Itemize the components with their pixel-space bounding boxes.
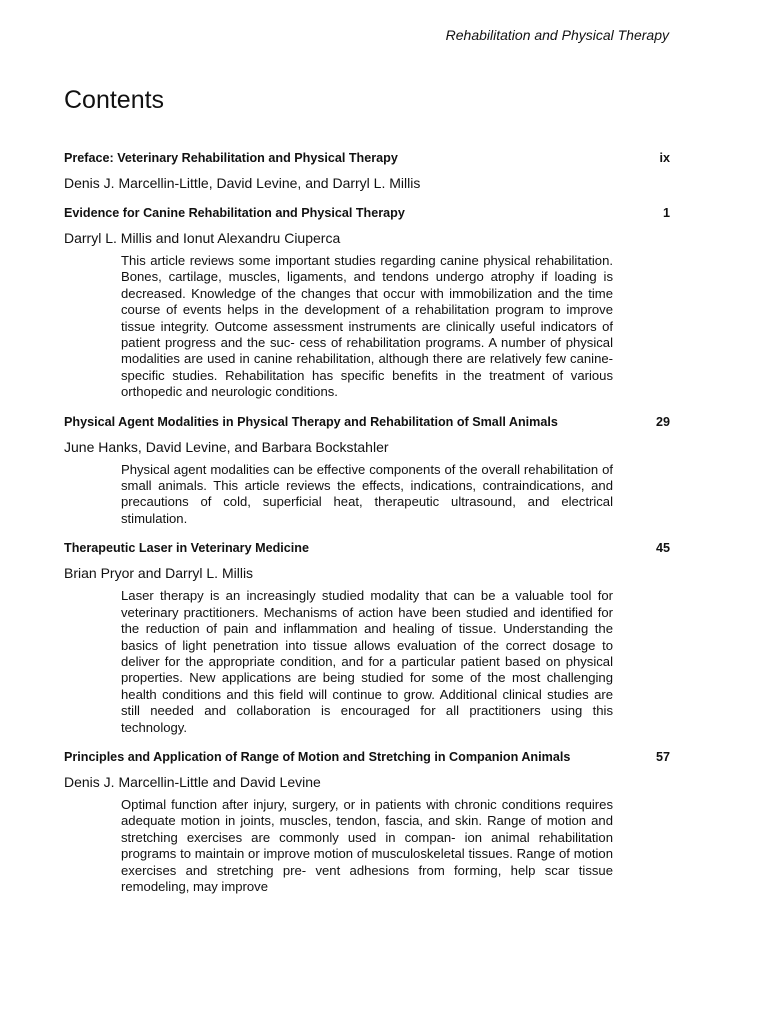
page-title: Contents	[64, 86, 165, 114]
entry-page-number[interactable]: 57	[655, 749, 670, 764]
entry-authors: Denis J. Marcellin-Little, David Levine, and Darryl L. Millis	[64, 175, 421, 191]
entry-title[interactable]: Principles and Application of Range of Motion and Stretching in Companion Animals	[64, 749, 571, 764]
entry-authors: Darryl L. Millis and Ionut Alexandru Ciuperca	[64, 230, 341, 246]
table-of-contents	[64, 150, 670, 908]
entry-authors: Brian Pryor and Darryl L. Millis	[64, 565, 254, 582]
entry-title[interactable]: Preface: Veterinary Rehabilitation and Physical Therapy	[64, 151, 398, 165]
entry-abstract: Optimal function after injury, surgery, or in patients with chronic conditions requires adequate motion in joints, muscles, tendon, fascia, and skin. Range of motion and stretching exercises are commonly used in compan- ion animal rehabilitation programs to maintain or improve motion of musculoskeletal tissues. Range of motion exercises and stretching pre- vent adhesions from forming, help scar tissue remodeling, may improve	[121, 796, 613, 894]
running-head: Rehabilitation and Physical Therapy	[445, 27, 669, 43]
toc-entry-physical-agent-modalities	[64, 414, 670, 528]
entry-authors: June Hanks, David Levine, and Barbara Bockstahler	[64, 438, 389, 455]
entry-abstract: This article reviews some important studies regarding canine physical rehabilitation. Bones, cartilage, muscles, ligaments, and tendons undergo atrophy if loading is decreased. Knowledge of the changes that occur with immobilization and the time course of events helps in the development of a rehabilitation program to improve tissue integrity. Outcome assessment instruments are clinically useful indicators of patient progress and the suc- cess of rehabilitation programs. A number of physical modalities are used in canine rehabilitation, although there are relatively few canine-specific studies. Rehabilitation has specific benefits in the treatment of various orthopedic and neurologic conditions.	[121, 253, 613, 400]
entry-abstract: Physical agent modalities can be effective components of the overall rehabilitation of small animals. This article reviews the effects, indications, contraindications, and precautions of cold, superficial heat, therapeutic ultrasound, and electrical stimulation.	[121, 461, 613, 526]
entry-authors: Denis J. Marcellin-Little and David Levine	[64, 773, 321, 790]
entry-abstract: Laser therapy is an increasingly studied modality that can be a valuable tool for veterinary practitioners. Mechanisms of action have been studied and identified for the reduction of pain and inflammation and healing of tissue. Understanding the basics of light penetration into tissue allows evaluation of the correct dosage to deliver for the appropriate condition, and for a particular patient based on physical properties. New applications are being studied for some of the most challenging health conditions and this field will continue to grow. Additional clinical studies are still needed and collaboration is encouraged for all practitioners using this technology.	[121, 588, 613, 735]
toc-entry-preface	[64, 150, 670, 192]
entry-page-number[interactable]: 1	[662, 206, 670, 220]
toc-entry-evidence	[64, 205, 670, 401]
entry-title[interactable]: Physical Agent Modalities in Physical Therapy and Rehabilitation of Small Animals	[64, 414, 558, 429]
entry-page-number[interactable]: 29	[655, 414, 670, 429]
toc-entry-range-of-motion	[64, 749, 670, 895]
entry-title[interactable]: Therapeutic Laser in Veterinary Medicine	[64, 541, 309, 556]
entry-page-number[interactable]: 45	[655, 541, 670, 556]
toc-entry-therapeutic-laser	[64, 540, 670, 736]
entry-page-number[interactable]: ix	[659, 151, 670, 165]
entry-title[interactable]: Evidence for Canine Rehabilitation and Physical Therapy	[64, 206, 405, 220]
